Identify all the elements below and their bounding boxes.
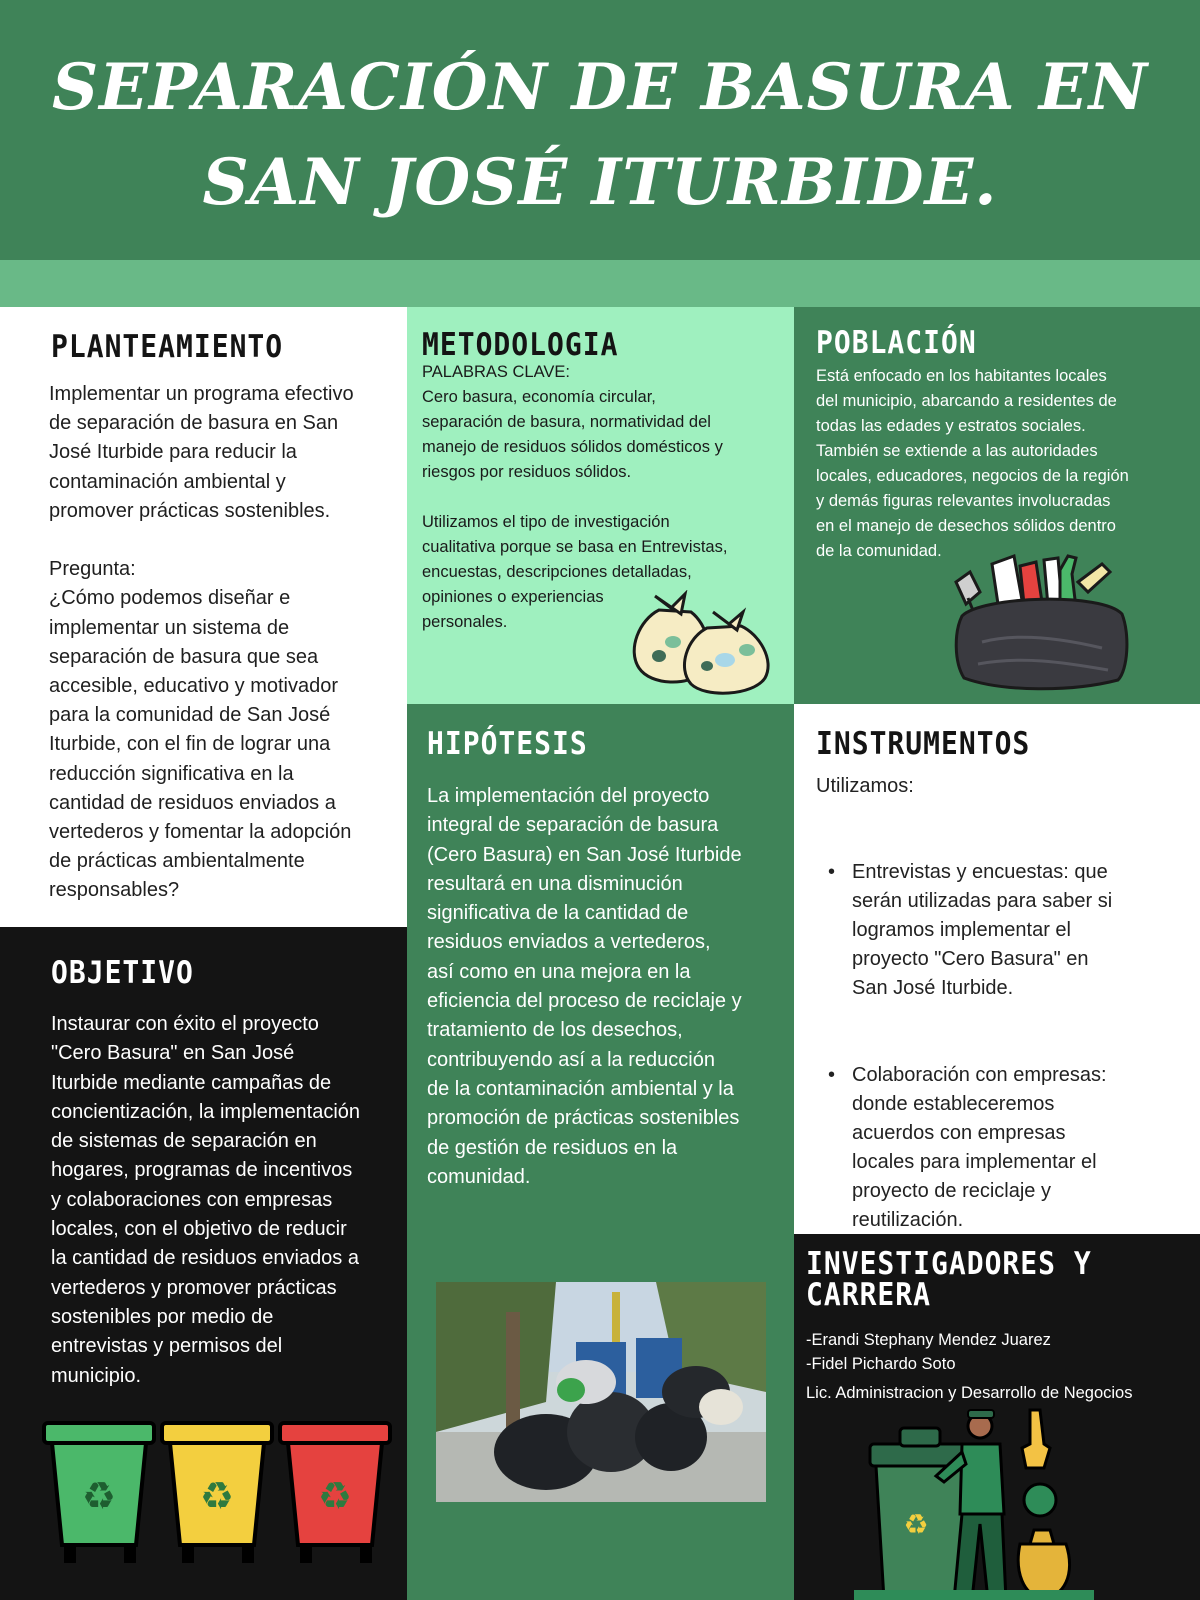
metodologia-keywords-label: PALABRAS CLAVE:: [422, 363, 570, 381]
trash-bags-illustration: [629, 590, 779, 700]
investigador-2: -Fidel Pichardo Soto: [806, 1355, 956, 1373]
instrumentos-list: [818, 829, 1198, 1234]
poblacion-panel: [794, 307, 1200, 704]
red-bin-icon: [280, 1423, 390, 1563]
investigadores-panel: [794, 1234, 1200, 1600]
instrumentos-item-1: • Entrevistas y encuestas: que serán utilizadas para saber si logramos implementar el proyecto "Cero Basura" en San José Iturbide.: [818, 858, 1198, 1003]
svg-text:♻: ♻: [81, 1474, 117, 1518]
objetivo-heading: OBJETIVO: [51, 953, 194, 991]
objetivo-panel: [0, 927, 407, 1600]
svg-text:♻: ♻: [903, 1508, 929, 1541]
planteamiento-heading: PLANTEAMIENTO: [51, 327, 284, 365]
metodologia-panel: [407, 307, 794, 704]
planteamiento-panel: [0, 307, 407, 927]
hipotesis-body: La implementación del proyecto integral de separación de basura (Cero Basura) en San José Iturbide resultará en una disminución significativa de la cantidad de residuos enviados a vertederos, así como en una mejora en la eficiencia del proceso de reciclaje y tratamiento de los desechos, contribuyendo así a la reducción de la contaminación ambiental y la promoción de prácticas sostenibles de gestión de residuos en la comunidad.: [427, 785, 742, 1188]
metodologia-heading: METODOLOGIA: [422, 325, 619, 363]
investigador-1: -Erandi Stephany Mendez Juarez: [806, 1331, 1051, 1349]
yellow-bin-icon: [162, 1423, 272, 1563]
objetivo-body: Instaurar con éxito el proyecto "Cero Basura" en San José Iturbide mediante campañas de concientización, la implementación de sistemas de separación en hogares, programas de incentivos y colaboraciones con empresas locales, con el objetivo de reducir la cantidad de residuos enviados a vertederos y promover prácticas sostenibles por medio de entrevistas y permisos del municipio.: [51, 1013, 361, 1387]
instrumentos-heading: INSTRUMENTOS: [816, 724, 1031, 762]
hipotesis-panel: [407, 704, 794, 1600]
waste-worker-illustration: [854, 1404, 1094, 1600]
title-line-1: SEPARACIÓN DE BASURA EN: [51, 50, 1149, 125]
poblacion-body: Está enfocado en los habitantes locales del municipio, abarcando a residentes de todas las edades y estratos sociales. También se extiende a las autoridades locales, educadores, negocios de la región y demás figuras relevantes involucradas en el manejo de desechos sólidos dentro de la comunidad.: [816, 367, 1129, 560]
poblacion-heading: POBLACIÓN: [816, 323, 977, 361]
green-bin-icon: [44, 1423, 154, 1563]
instrumentos-item-2: • Colaboración con empresas: donde estableceremos acuerdos con empresas locales para implementar el proyecto de reciclaje y reutilización.: [818, 1061, 1198, 1234]
instrumentos-intro: Utilizamos:: [816, 775, 914, 797]
investigadores-heading-line-2: CARRERA: [806, 1276, 932, 1313]
metodologia-keywords: Cero basura, economía circular, separación de basura, normatividad del manejo de residuos sólidos domésticos y riesgos por residuos sólidos.: [422, 388, 723, 481]
header-band: [0, 260, 1200, 307]
svg-text:♻: ♻: [317, 1474, 353, 1518]
title-line-2: SAN JOSÉ ITURBIDE.: [202, 145, 998, 220]
hipotesis-heading: HIPÓTESIS: [427, 724, 588, 762]
garbage-bag-illustration: [952, 552, 1130, 692]
planteamiento-body: Implementar un programa efectivo de separación de basura en San José Iturbide para reducir la contaminación ambiental y promover prácticas sostenibles. Pregunta: ¿Cómo podemos diseñar e implementar un sistema de separación de basura que sea accesible, educativo y motivador para la comunidad de San José Iturbide, con el fin de lograr una reducción significativa en la cantidad de residuos enviados a vertederos y fomentar la adopción de prácticas ambientalmente responsables?: [49, 383, 354, 902]
page-title: [0, 40, 1200, 230]
svg-text:♻: ♻: [199, 1474, 235, 1518]
metodologia-body: Utilizamos el tipo de investigación cualitativa porque se basa en Entrevistas, encuestas, descripciones detalladas, opiniones o experiencias personales.: [422, 513, 728, 631]
recycling-bins-illustration: [38, 1417, 398, 1577]
investigadores-heading-line-1: INVESTIGADORES Y: [806, 1244, 1092, 1282]
instrumentos-panel: [794, 704, 1200, 1234]
career-label: Lic. Administracion y Desarrollo de Negocios: [806, 1384, 1133, 1402]
trash-pile-photo: [436, 1282, 766, 1502]
investigadores-heading: [806, 1244, 1092, 1313]
